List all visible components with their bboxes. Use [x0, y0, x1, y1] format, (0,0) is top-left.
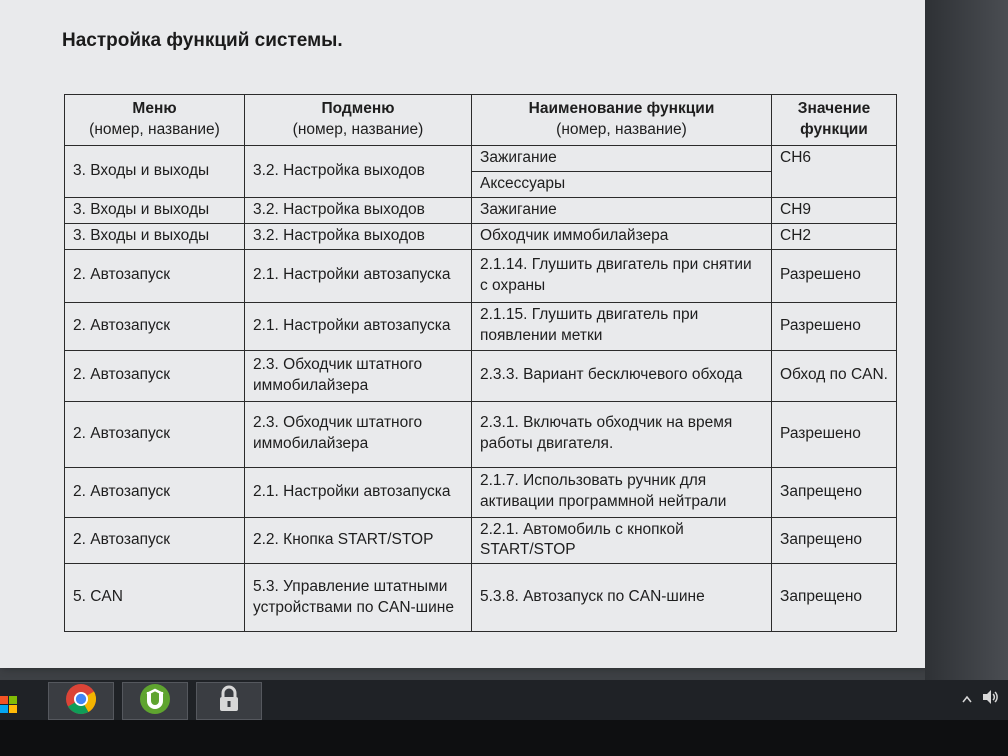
cell-value: Запрещено	[772, 564, 897, 632]
table-row	[65, 223, 897, 249]
cell-menu: 2. Автозапуск	[65, 467, 245, 517]
header-submenu: Подменю (номер, название)	[245, 95, 472, 146]
cell-value: Запрещено	[772, 467, 897, 517]
cell-value: CH9	[772, 197, 897, 223]
system-tray	[962, 682, 1000, 714]
document-title: Настройка функций системы.	[62, 30, 343, 51]
monitor-bottom-edge	[0, 720, 1008, 756]
cell-menu: 3. Входы и выходы	[65, 223, 245, 249]
cell-function: Зажигание	[472, 197, 772, 223]
header-value: Значение функции	[772, 95, 897, 146]
utorrent-icon	[139, 683, 171, 720]
cell-function: 2.1.7. Использовать ручник для активации программной нейтрали	[472, 467, 772, 517]
table-header-row	[65, 95, 897, 146]
settings-table	[64, 94, 897, 632]
cell-value: CH6	[772, 145, 897, 197]
cell-submenu: 2.1. Настройки автозапуска	[245, 467, 472, 517]
table-row	[65, 249, 897, 302]
cell-menu: 3. Входы и выходы	[65, 145, 245, 197]
cell-function: Зажигание	[472, 145, 772, 171]
cell-function: Аксессуары	[472, 171, 772, 197]
cell-menu: 3. Входы и выходы	[65, 197, 245, 223]
cell-menu: 2. Автозапуск	[65, 350, 245, 401]
table-row	[65, 145, 897, 171]
chrome-icon	[65, 683, 97, 720]
cell-function: 2.1.14. Глушить двигатель при снятии с охраны	[472, 249, 772, 302]
cell-submenu: 3.2. Настройка выходов	[245, 197, 472, 223]
cell-menu: 2. Автозапуск	[65, 302, 245, 350]
table-row	[65, 302, 897, 350]
chrome-taskbar-button[interactable]	[48, 682, 114, 720]
cell-function: 5.3.8. Автозапуск по CAN-шине	[472, 564, 772, 632]
cell-function: Обходчик иммобилайзера	[472, 223, 772, 249]
header-menu: Меню (номер, название)	[65, 95, 245, 146]
windows-start-icon[interactable]	[0, 690, 18, 720]
cell-value: Запрещено	[772, 517, 897, 564]
cell-submenu: 3.2. Настройка выходов	[245, 145, 472, 197]
cell-function: 2.1.15. Глушить двигатель при появлении метки	[472, 302, 772, 350]
table-row	[65, 564, 897, 632]
cell-submenu: 2.1. Настройки автозапуска	[245, 249, 472, 302]
cell-menu: 2. Автозапуск	[65, 401, 245, 467]
utorrent-taskbar-button[interactable]	[122, 682, 188, 720]
monitor-bezel	[925, 0, 1008, 680]
cell-submenu: 2.3. Обходчик штатного иммобилайзера	[245, 350, 472, 401]
cell-menu: 2. Автозапуск	[65, 517, 245, 564]
cell-submenu: 5.3. Управление штатными устройствами по CAN-шине	[245, 564, 472, 632]
header-function: Наименование функции (номер, название)	[472, 95, 772, 146]
cell-submenu: 2.1. Настройки автозапуска	[245, 302, 472, 350]
cell-function: 2.2.1. Автомобиль с кнопкой START/STOP	[472, 517, 772, 564]
cell-submenu: 3.2. Настройка выходов	[245, 223, 472, 249]
tray-up-arrow-icon[interactable]	[962, 691, 972, 706]
cell-submenu: 2.2. Кнопка START/STOP	[245, 517, 472, 564]
cell-submenu: 2.3. Обходчик штатного иммобилайзера	[245, 401, 472, 467]
cell-value: Разрешено	[772, 249, 897, 302]
lock-taskbar-button[interactable]	[196, 682, 262, 720]
table-row	[65, 401, 897, 467]
table-row	[65, 517, 897, 564]
table-row	[65, 467, 897, 517]
cell-value: CH2	[772, 223, 897, 249]
table-row	[65, 350, 897, 401]
lock-icon	[214, 684, 244, 719]
table-row	[65, 197, 897, 223]
cell-menu: 2. Автозапуск	[65, 249, 245, 302]
cell-function: 2.3.1. Включать обходчик на время работы двигателя.	[472, 401, 772, 467]
cell-value: Разрешено	[772, 302, 897, 350]
speaker-icon[interactable]	[982, 689, 1000, 708]
cell-value: Обход по CAN.	[772, 350, 897, 401]
cell-function: 2.3.3. Вариант бесключевого обхода	[472, 350, 772, 401]
cell-menu: 5. CAN	[65, 564, 245, 632]
cell-value: Разрешено	[772, 401, 897, 467]
